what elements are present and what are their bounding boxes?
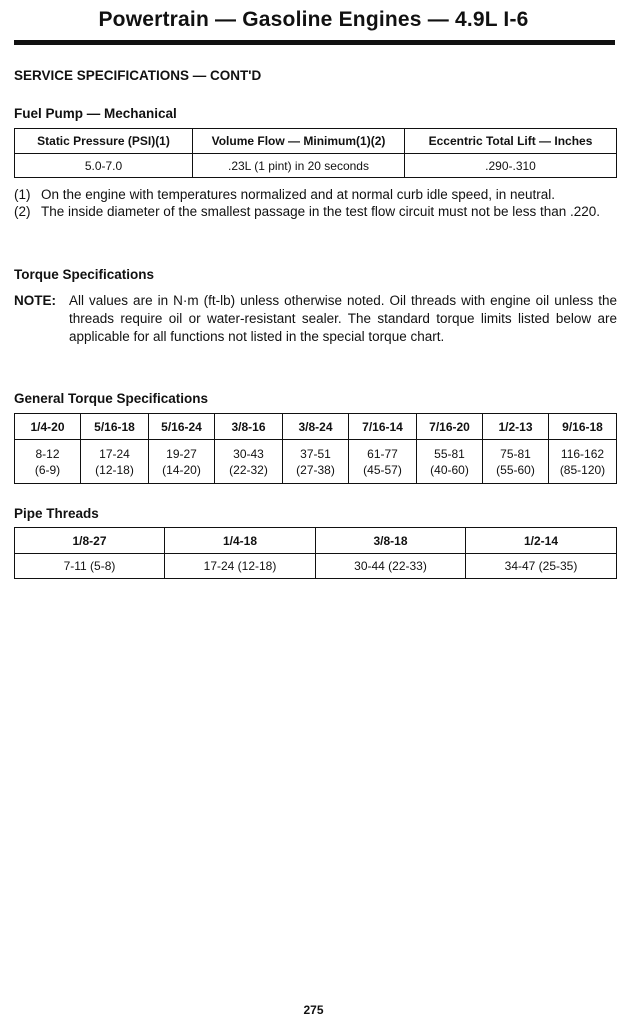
page-title: Powertrain — Gasoline Engines — 4.9L I-6 [98, 8, 529, 31]
torque-size-cell: 9/16-18 [549, 414, 617, 440]
torque-nm: 17-24 [99, 446, 130, 461]
torque-ftlb: (27-38) [296, 462, 335, 477]
general-torque-heading: General Torque Specifications [14, 391, 209, 406]
section-title: SERVICE SPECIFICATIONS — CONT'D [14, 68, 262, 83]
pipe-size-cell: 1/8-27 [15, 528, 165, 554]
torque-ftlb: (12-18) [95, 462, 134, 477]
torque-nm: 19-27 [166, 446, 197, 461]
footnote-text: On the engine with temperatures normalized and at normal curb idle speed, in neutral. [41, 187, 556, 202]
torque-size-cell: 3/8-24 [283, 414, 349, 440]
torque-nm: 55-81 [434, 446, 465, 461]
torque-value-cell [349, 440, 417, 484]
torque-value-cell [483, 440, 549, 484]
footnote [14, 203, 617, 220]
torque-ftlb: (55-60) [496, 462, 535, 477]
pipe-value-cell: 7-11 (5-8) [15, 554, 165, 579]
torque-nm: 30-43 [233, 446, 264, 461]
torque-value-cell [149, 440, 215, 484]
pipe-value-cell: 34-47 (25-35) [466, 554, 617, 579]
torque-nm: 116-162 [560, 446, 605, 461]
torque-value-cell [215, 440, 283, 484]
torque-size-cell: 5/16-24 [149, 414, 215, 440]
torque-ftlb: (6-9) [34, 462, 61, 477]
torque-value-cell [15, 440, 81, 484]
torque-size-cell: 3/8-16 [215, 414, 283, 440]
torque-value-cell [549, 440, 617, 484]
torque-nm: 61-77 [367, 446, 398, 461]
torque-size-cell: 1/2-13 [483, 414, 549, 440]
pipe-threads-table [14, 527, 617, 579]
torque-value-cell [417, 440, 483, 484]
torque-nm: 75-81 [500, 446, 531, 461]
fuel-pump-header-cell: Eccentric Total Lift — Inches [405, 129, 617, 154]
torque-size-cell: 7/16-20 [417, 414, 483, 440]
torque-ftlb: (85-120) [559, 462, 606, 477]
note-text: All values are in N·m (ft-lb) unless otherwise noted. Oil threads with engine oil unless the threads require oil or water-resistant sealer. The standard torque limits listed below are applicable for all functions not listed in the special torque chart. [69, 293, 617, 344]
torque-note [14, 292, 617, 346]
torque-ftlb: (22-32) [229, 462, 268, 477]
fuel-pump-heading: Fuel Pump — Mechanical [14, 106, 177, 121]
fuel-pump-header-cell: Volume Flow — Minimum(1)(2) [193, 129, 405, 154]
torque-ftlb: (14-20) [162, 462, 201, 477]
fuel-pump-cell: 5.0-7.0 [15, 154, 193, 178]
footnote-text: The inside diameter of the smallest passage in the test flow circuit must not be less than .220. [41, 204, 601, 219]
torque-value-cell [81, 440, 149, 484]
pipe-size-cell: 1/2-14 [466, 528, 617, 554]
torque-ftlb: (45-57) [363, 462, 402, 477]
fuel-pump-cell: .23L (1 pint) in 20 seconds [193, 154, 405, 178]
pipe-value-cell: 17-24 (12-18) [165, 554, 316, 579]
torque-specs-heading: Torque Specifications [14, 267, 155, 282]
fuel-pump-header-cell: Static Pressure (PSI)(1) [15, 129, 193, 154]
footnote-number: (2) [14, 204, 31, 219]
footnote-number: (1) [14, 187, 31, 202]
torque-value-cell [283, 440, 349, 484]
torque-size-cell: 1/4-20 [15, 414, 81, 440]
fuel-pump-table [14, 128, 617, 178]
footnotes [14, 186, 617, 220]
pipe-size-cell: 3/8-18 [316, 528, 466, 554]
torque-size-cell: 7/16-14 [349, 414, 417, 440]
note-label: NOTE: [14, 293, 56, 308]
footnote [14, 186, 617, 203]
fuel-pump-cell: .290-.310 [405, 154, 617, 178]
page-number: 275 [303, 1003, 324, 1017]
pipe-value-cell: 30-44 (22-33) [316, 554, 466, 579]
torque-nm: 8-12 [35, 446, 60, 461]
title-rule [14, 40, 615, 45]
general-torque-table [14, 413, 617, 484]
pipe-size-cell: 1/4-18 [165, 528, 316, 554]
pipe-threads-heading: Pipe Threads [14, 506, 99, 521]
torque-ftlb: (40-60) [430, 462, 469, 477]
torque-size-cell: 5/16-18 [81, 414, 149, 440]
torque-nm: 37-51 [300, 446, 331, 461]
